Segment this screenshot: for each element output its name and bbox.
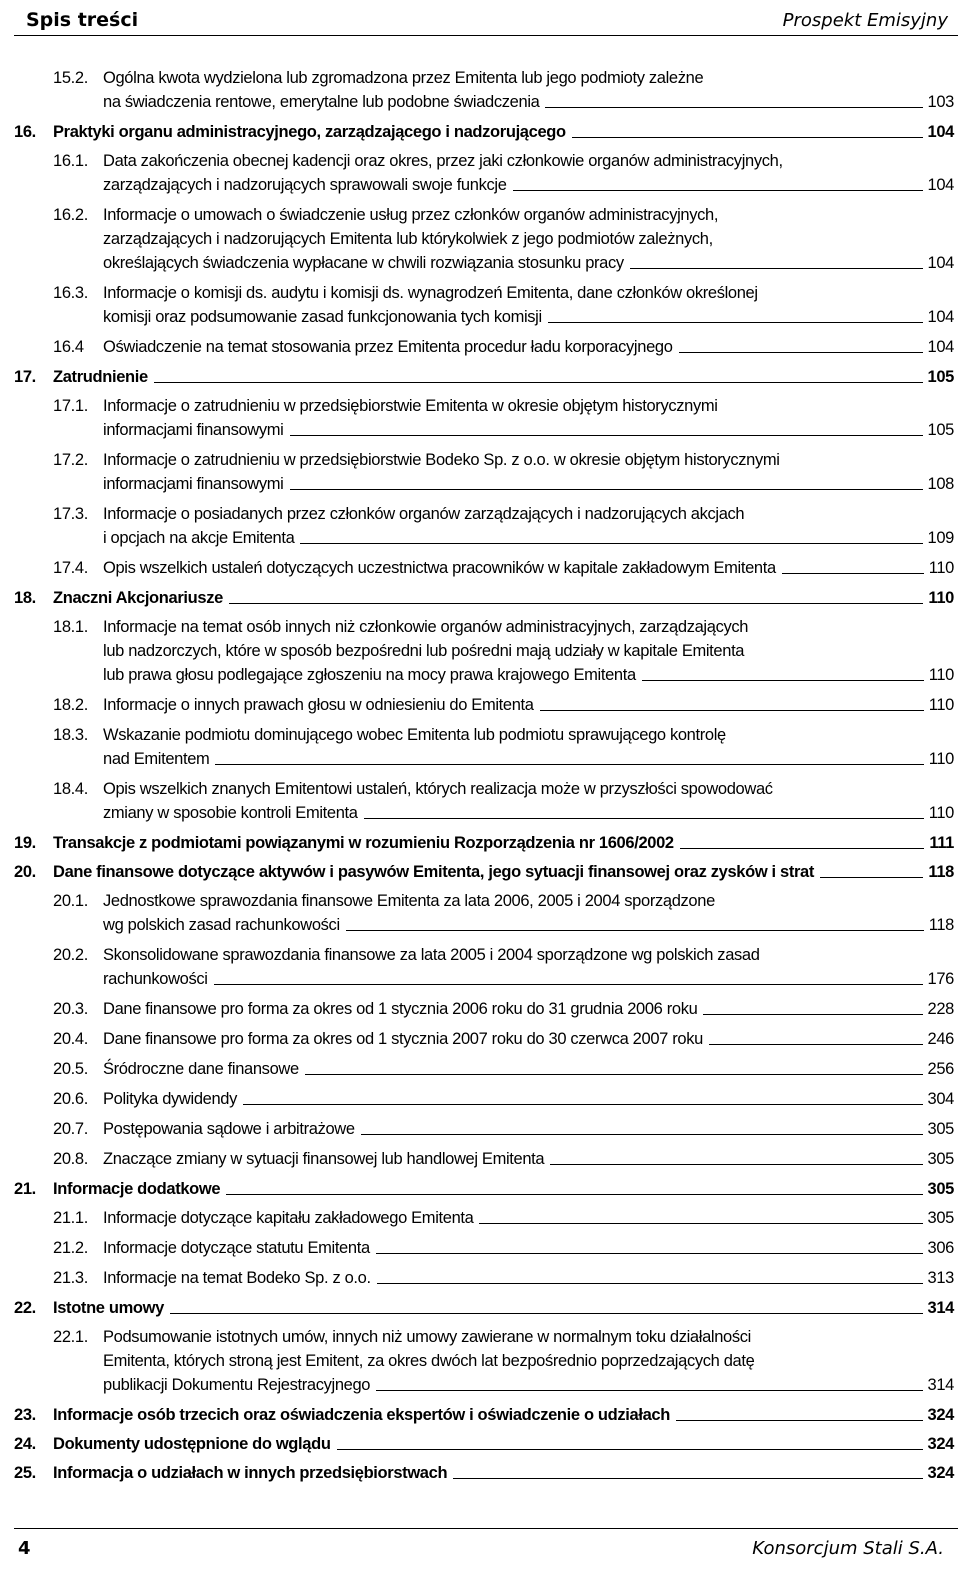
- toc-section-entry[interactable]: [0, 1027, 960, 1051]
- entry-number: 18.4.: [53, 780, 88, 798]
- toc-chapter-entry[interactable]: [0, 860, 960, 884]
- leader-line: [703, 997, 922, 1015]
- toc-section-entry[interactable]: [0, 335, 960, 359]
- leader-line: [364, 801, 924, 819]
- entry-number: 24.: [14, 1435, 36, 1453]
- leader-line: [290, 472, 923, 490]
- entry-title-line: publikacji Dokumentu Rejestracyjnego: [103, 1376, 371, 1394]
- toc-section-entry[interactable]: [0, 1236, 960, 1260]
- page-ref: 104: [927, 123, 954, 141]
- leader-line: [229, 586, 924, 604]
- toc-section-entry[interactable]: [0, 889, 960, 937]
- toc-section-entry[interactable]: [0, 723, 960, 771]
- page-number: 4: [18, 1538, 31, 1559]
- leader-line: [642, 663, 924, 681]
- entry-title-line: Opis wszelkich znanych Emitentowi ustaleń, których realizacja może w przyszłości spowodować: [103, 780, 773, 798]
- page-ref: 104: [927, 254, 954, 272]
- entry-title-line: lub nadzorczych, które w sposób bezpośredni lub pośredni mają udziały w kapitale Emitenta: [103, 642, 745, 660]
- entry-title-line: Informacje o zatrudnieniu w przedsiębiorstwie Emitenta w okresie objętym historycznymi: [103, 397, 718, 415]
- entry-title-line: Dane finansowe pro forma za okres od 1 stycznia 2007 roku do 30 czerwca 2007 roku: [103, 1030, 703, 1048]
- entry-title-line: Informacje dotyczące statutu Emitenta: [103, 1239, 370, 1257]
- leader-line: [453, 1461, 922, 1479]
- entry-title-line: lub prawa głosu podlegające zgłoszeniu na mocy prawa krajowego Emitenta: [103, 666, 636, 684]
- toc-section-entry[interactable]: [0, 1057, 960, 1081]
- toc-section-entry[interactable]: [0, 1117, 960, 1141]
- entry-title-line: Informacje na temat Bodeko Sp. z o.o.: [103, 1269, 371, 1287]
- leader-line: [572, 120, 923, 138]
- entry-title-line: wg polskich zasad rachunkowości: [103, 916, 340, 934]
- page-ref: 104: [927, 176, 954, 194]
- entry-title-line: informacjami finansowymi: [103, 475, 284, 493]
- entry-title-line: zarządzających i nadzorujących sprawowali swoje funkcje: [103, 176, 507, 194]
- toc-section-entry[interactable]: [0, 615, 960, 687]
- entry-number: 22.: [14, 1299, 36, 1317]
- entry-number: 20.2.: [53, 946, 88, 964]
- entry-title-line: określających świadczenia wypłacane w chwili rozwiązania stosunku pracy: [103, 254, 624, 272]
- page-ref: 110: [928, 666, 954, 684]
- toc-section-entry[interactable]: [0, 1087, 960, 1111]
- entry-number: 16.3.: [53, 284, 88, 302]
- leader-line: [376, 1373, 922, 1391]
- page-header: [14, 6, 958, 36]
- entry-title-line: Śródroczne dane finansowe: [103, 1060, 299, 1078]
- entry-title-line: Istotne umowy: [53, 1299, 164, 1317]
- leader-line: [214, 967, 923, 985]
- entry-number: 17.: [14, 368, 36, 386]
- leader-line: [680, 831, 925, 849]
- page-ref: 109: [927, 529, 954, 547]
- page-ref: 108: [927, 475, 954, 493]
- toc-chapter-entry[interactable]: [0, 1177, 960, 1201]
- entry-title-line: Znaczni Akcjonariusze: [53, 589, 223, 607]
- entry-title-line: Informacja o udziałach w innych przedsiębiorstwach: [53, 1464, 448, 1482]
- entry-title-line: Data zakończenia obecnej kadencji oraz okres, przez jaki członkowie organów administracyjnych,: [103, 152, 783, 170]
- page-ref: 305: [927, 1180, 954, 1198]
- page-ref: 256: [927, 1060, 954, 1078]
- toc-section-entry[interactable]: [0, 777, 960, 825]
- toc-section-entry[interactable]: [0, 149, 960, 197]
- page-ref: 324: [927, 1464, 954, 1482]
- entry-title-line: Transakcje z podmiotami powiązanymi w rozumieniu Rozporządzenia nr 1606/2002: [53, 834, 674, 852]
- page-ref: 110: [928, 589, 954, 607]
- entry-number: 17.2.: [53, 451, 88, 469]
- entry-number: 17.3.: [53, 505, 88, 523]
- entry-number: 18.3.: [53, 726, 88, 744]
- entry-title-line: informacjami finansowymi: [103, 421, 284, 439]
- entry-title-line: Informacje dotyczące kapitału zakładowego Emitenta: [103, 1209, 474, 1227]
- entry-title-line: Informacje dodatkowe: [53, 1180, 221, 1198]
- page-ref: 324: [927, 1406, 954, 1424]
- company-name: Konsorcjum Stali S.A.: [752, 1538, 944, 1559]
- entry-number: 20.4.: [53, 1030, 88, 1048]
- entry-number: 17.1.: [53, 397, 88, 415]
- toc-section-entry[interactable]: [0, 997, 960, 1021]
- leader-line: [337, 1432, 923, 1450]
- toc-section-entry[interactable]: [0, 1206, 960, 1230]
- leader-line: [243, 1087, 922, 1105]
- entry-title-line: Dane finansowe dotyczące aktywów i pasywów Emitenta, jego sytuacji finansowej oraz zysków i strat: [53, 863, 815, 881]
- page-ref: 305: [927, 1209, 954, 1227]
- leader-line: [300, 526, 922, 544]
- entry-title-line: Znaczące zmiany w sytuacji finansowej lub handlowej Emitenta: [103, 1150, 545, 1168]
- leader-line: [782, 556, 924, 574]
- page-ref: 118: [928, 863, 954, 881]
- leader-line: [676, 1403, 923, 1421]
- entry-number: 17.4.: [53, 559, 88, 577]
- toc-chapter-entry[interactable]: [0, 1296, 960, 1320]
- toc-chapter-entry[interactable]: [0, 365, 960, 389]
- entry-title-line: Informacje o innych prawach głosu w odniesieniu do Emitenta: [103, 696, 534, 714]
- page-ref: 304: [927, 1090, 954, 1108]
- toc-section-entry[interactable]: [0, 66, 960, 114]
- leader-line: [346, 913, 924, 931]
- entry-number: 18.1.: [53, 618, 88, 636]
- entry-title-line: Opis wszelkich ustaleń dotyczących uczestnictwa pracowników w kapitale zakładowym Emitenta: [103, 559, 776, 577]
- entry-title-line: Informacje o zatrudnieniu w przedsiębiorstwie Bodeko Sp. z o.o. w okresie objętym historycznymi: [103, 451, 780, 469]
- toc-chapter-entry[interactable]: [0, 1461, 960, 1485]
- entry-number: 16.2.: [53, 206, 88, 224]
- leader-line: [376, 1236, 923, 1254]
- page-ref: 314: [927, 1376, 954, 1394]
- entry-number: 21.1.: [53, 1209, 88, 1227]
- entry-number: 21.: [14, 1180, 36, 1198]
- leader-line: [290, 418, 923, 436]
- page-ref: 110: [928, 696, 954, 714]
- entry-number: 20.1.: [53, 892, 88, 910]
- entry-title-line: Zatrudnienie: [53, 368, 148, 386]
- entry-title-line: Dane finansowe pro forma za okres od 1 stycznia 2006 roku do 31 grudnia 2006 roku: [103, 1000, 698, 1018]
- entry-title-line: Praktyki organu administracyjnego, zarządzającego i nadzorującego: [53, 123, 566, 141]
- leader-line: [154, 365, 923, 383]
- entry-title-line: Informacje o komisji ds. audytu i komisji ds. wynagrodzeń Emitenta, dane członków określonej: [103, 284, 758, 302]
- page-ref: 305: [927, 1150, 954, 1168]
- page-ref: 110: [928, 750, 954, 768]
- section-title: Spis treści: [26, 9, 139, 31]
- toc-section-entry[interactable]: [0, 502, 960, 550]
- entry-title-line: i opcjach na akcje Emitenta: [103, 529, 295, 547]
- leader-line: [361, 1117, 923, 1135]
- page-footer: [14, 1528, 958, 1568]
- entry-number: 20.7.: [53, 1120, 88, 1138]
- entry-title-line: Emitenta, których stroną jest Emitent, za okres dwóch lat bezpośrednio poprzedzających datę: [103, 1352, 755, 1370]
- entry-title-line: Informacje o umowach o świadczenie usług przez członków organów administracyjnych,: [103, 206, 719, 224]
- entry-number: 20.6.: [53, 1090, 88, 1108]
- toc-section-entry[interactable]: [0, 943, 960, 991]
- entry-number: 16.: [14, 123, 36, 141]
- leader-line: [305, 1057, 923, 1075]
- page-ref: 306: [927, 1239, 954, 1257]
- page-ref: 246: [927, 1030, 954, 1048]
- entry-number: 18.: [14, 589, 36, 607]
- entry-number: 20.8.: [53, 1150, 88, 1168]
- page-ref: 314: [927, 1299, 954, 1317]
- toc-chapter-entry[interactable]: [0, 1403, 960, 1427]
- entry-title-line: zmiany w sposobie kontroli Emitenta: [103, 804, 358, 822]
- page-ref: 104: [927, 338, 954, 356]
- entry-number: 20.: [14, 863, 36, 881]
- entry-title-line: Oświadczenie na temat stosowania przez Emitenta procedur ładu korporacyjnego: [103, 338, 673, 356]
- page-ref: 118: [928, 916, 954, 934]
- entry-number: 23.: [14, 1406, 36, 1424]
- entry-number: 18.2.: [53, 696, 88, 714]
- leader-line: [377, 1266, 923, 1284]
- leader-line: [170, 1296, 923, 1314]
- leader-line: [630, 251, 923, 269]
- page-ref: 105: [927, 421, 954, 439]
- page-ref: 110: [928, 559, 954, 577]
- leader-line: [679, 335, 923, 353]
- entry-number: 21.3.: [53, 1269, 88, 1287]
- entry-number: 22.1.: [53, 1328, 88, 1346]
- toc-chapter-entry[interactable]: [0, 120, 960, 144]
- toc-section-entry[interactable]: [0, 448, 960, 496]
- entry-title-line: Dokumenty udostępnione do wglądu: [53, 1435, 331, 1453]
- toc-section-entry[interactable]: [0, 693, 960, 717]
- page-ref: 324: [927, 1435, 954, 1453]
- page-ref: 105: [927, 368, 954, 386]
- entry-title-line: Ogólna kwota wydzielona lub zgromadzona przez Emitenta lub jego podmioty zależne: [103, 69, 704, 87]
- toc-section-entry[interactable]: [0, 1325, 960, 1397]
- toc-section-entry[interactable]: [0, 394, 960, 442]
- leader-line: [709, 1027, 923, 1045]
- entry-title-line: Jednostkowe sprawozdania finansowe Emitenta za lata 2006, 2005 i 2004 sporządzone: [103, 892, 715, 910]
- entry-number: 15.2.: [53, 69, 88, 87]
- entry-title-line: komisji oraz podsumowanie zasad funkcjonowania tych komisji: [103, 308, 542, 326]
- entry-number: 20.3.: [53, 1000, 88, 1018]
- page-ref: 110: [928, 804, 954, 822]
- entry-title-line: Informacje o posiadanych przez członków organów zarządzających i nadzorujących akcjach: [103, 505, 745, 523]
- leader-line: [540, 693, 924, 711]
- page-ref: 103: [927, 93, 954, 111]
- entry-title-line: na świadczenia rentowe, emerytalne lub podobne świadczenia: [103, 93, 540, 111]
- entry-title-line: Wskazanie podmiotu dominującego wobec Emitenta lub podmiotu sprawującego kontrolę: [103, 726, 726, 744]
- leader-line: [545, 90, 922, 108]
- table-of-contents: [0, 66, 960, 1490]
- toc-section-entry[interactable]: [0, 556, 960, 580]
- leader-line: [513, 173, 923, 191]
- entry-title-line: zarządzających i nadzorujących Emitenta lub którykolwiek z jego podmiotów zależnych,: [103, 230, 713, 248]
- entry-title-line: Polityka dywidendy: [103, 1090, 238, 1108]
- leader-line: [820, 860, 923, 878]
- entry-title-line: Skonsolidowane sprawozdania finansowe za lata 2005 i 2004 sporządzone wg polskich zasad: [103, 946, 760, 964]
- toc-chapter-entry[interactable]: [0, 1432, 960, 1456]
- entry-number: 16.4: [53, 338, 84, 356]
- page-ref: 104: [927, 308, 954, 326]
- document-title: Prospekt Emisyjny: [782, 10, 948, 31]
- leader-line: [215, 747, 923, 765]
- toc-chapter-entry[interactable]: [0, 586, 960, 610]
- entry-number: 19.: [14, 834, 36, 852]
- page-ref: 228: [927, 1000, 954, 1018]
- leader-line: [226, 1177, 922, 1195]
- entry-number: 25.: [14, 1464, 36, 1482]
- entry-number: 16.1.: [53, 152, 88, 170]
- toc-chapter-entry[interactable]: [0, 831, 960, 855]
- toc-section-entry[interactable]: [0, 203, 960, 275]
- entry-title-line: Postępowania sądowe i arbitrażowe: [103, 1120, 355, 1138]
- leader-line: [550, 1147, 922, 1165]
- toc-section-entry[interactable]: [0, 1266, 960, 1290]
- toc-section-entry[interactable]: [0, 281, 960, 329]
- page-ref: 111: [929, 834, 954, 852]
- page-ref: 313: [927, 1269, 954, 1287]
- entry-title-line: nad Emitentem: [103, 750, 210, 768]
- toc-section-entry[interactable]: [0, 1147, 960, 1171]
- entry-title-line: Podsumowanie istotnych umów, innych niż umowy zawierane w normalnym toku działalności: [103, 1328, 751, 1346]
- entry-number: 21.2.: [53, 1239, 88, 1257]
- page-ref: 176: [927, 970, 954, 988]
- entry-title-line: Informacje na temat osób innych niż członkowie organów administracyjnych, zarządzających: [103, 618, 749, 636]
- entry-title-line: rachunkowości: [103, 970, 208, 988]
- page-ref: 305: [927, 1120, 954, 1138]
- leader-line: [548, 305, 923, 323]
- entry-number: 20.5.: [53, 1060, 88, 1078]
- leader-line: [479, 1206, 922, 1224]
- entry-title-line: Informacje osób trzecich oraz oświadczenia ekspertów i oświadczenie o udziałach: [53, 1406, 670, 1424]
